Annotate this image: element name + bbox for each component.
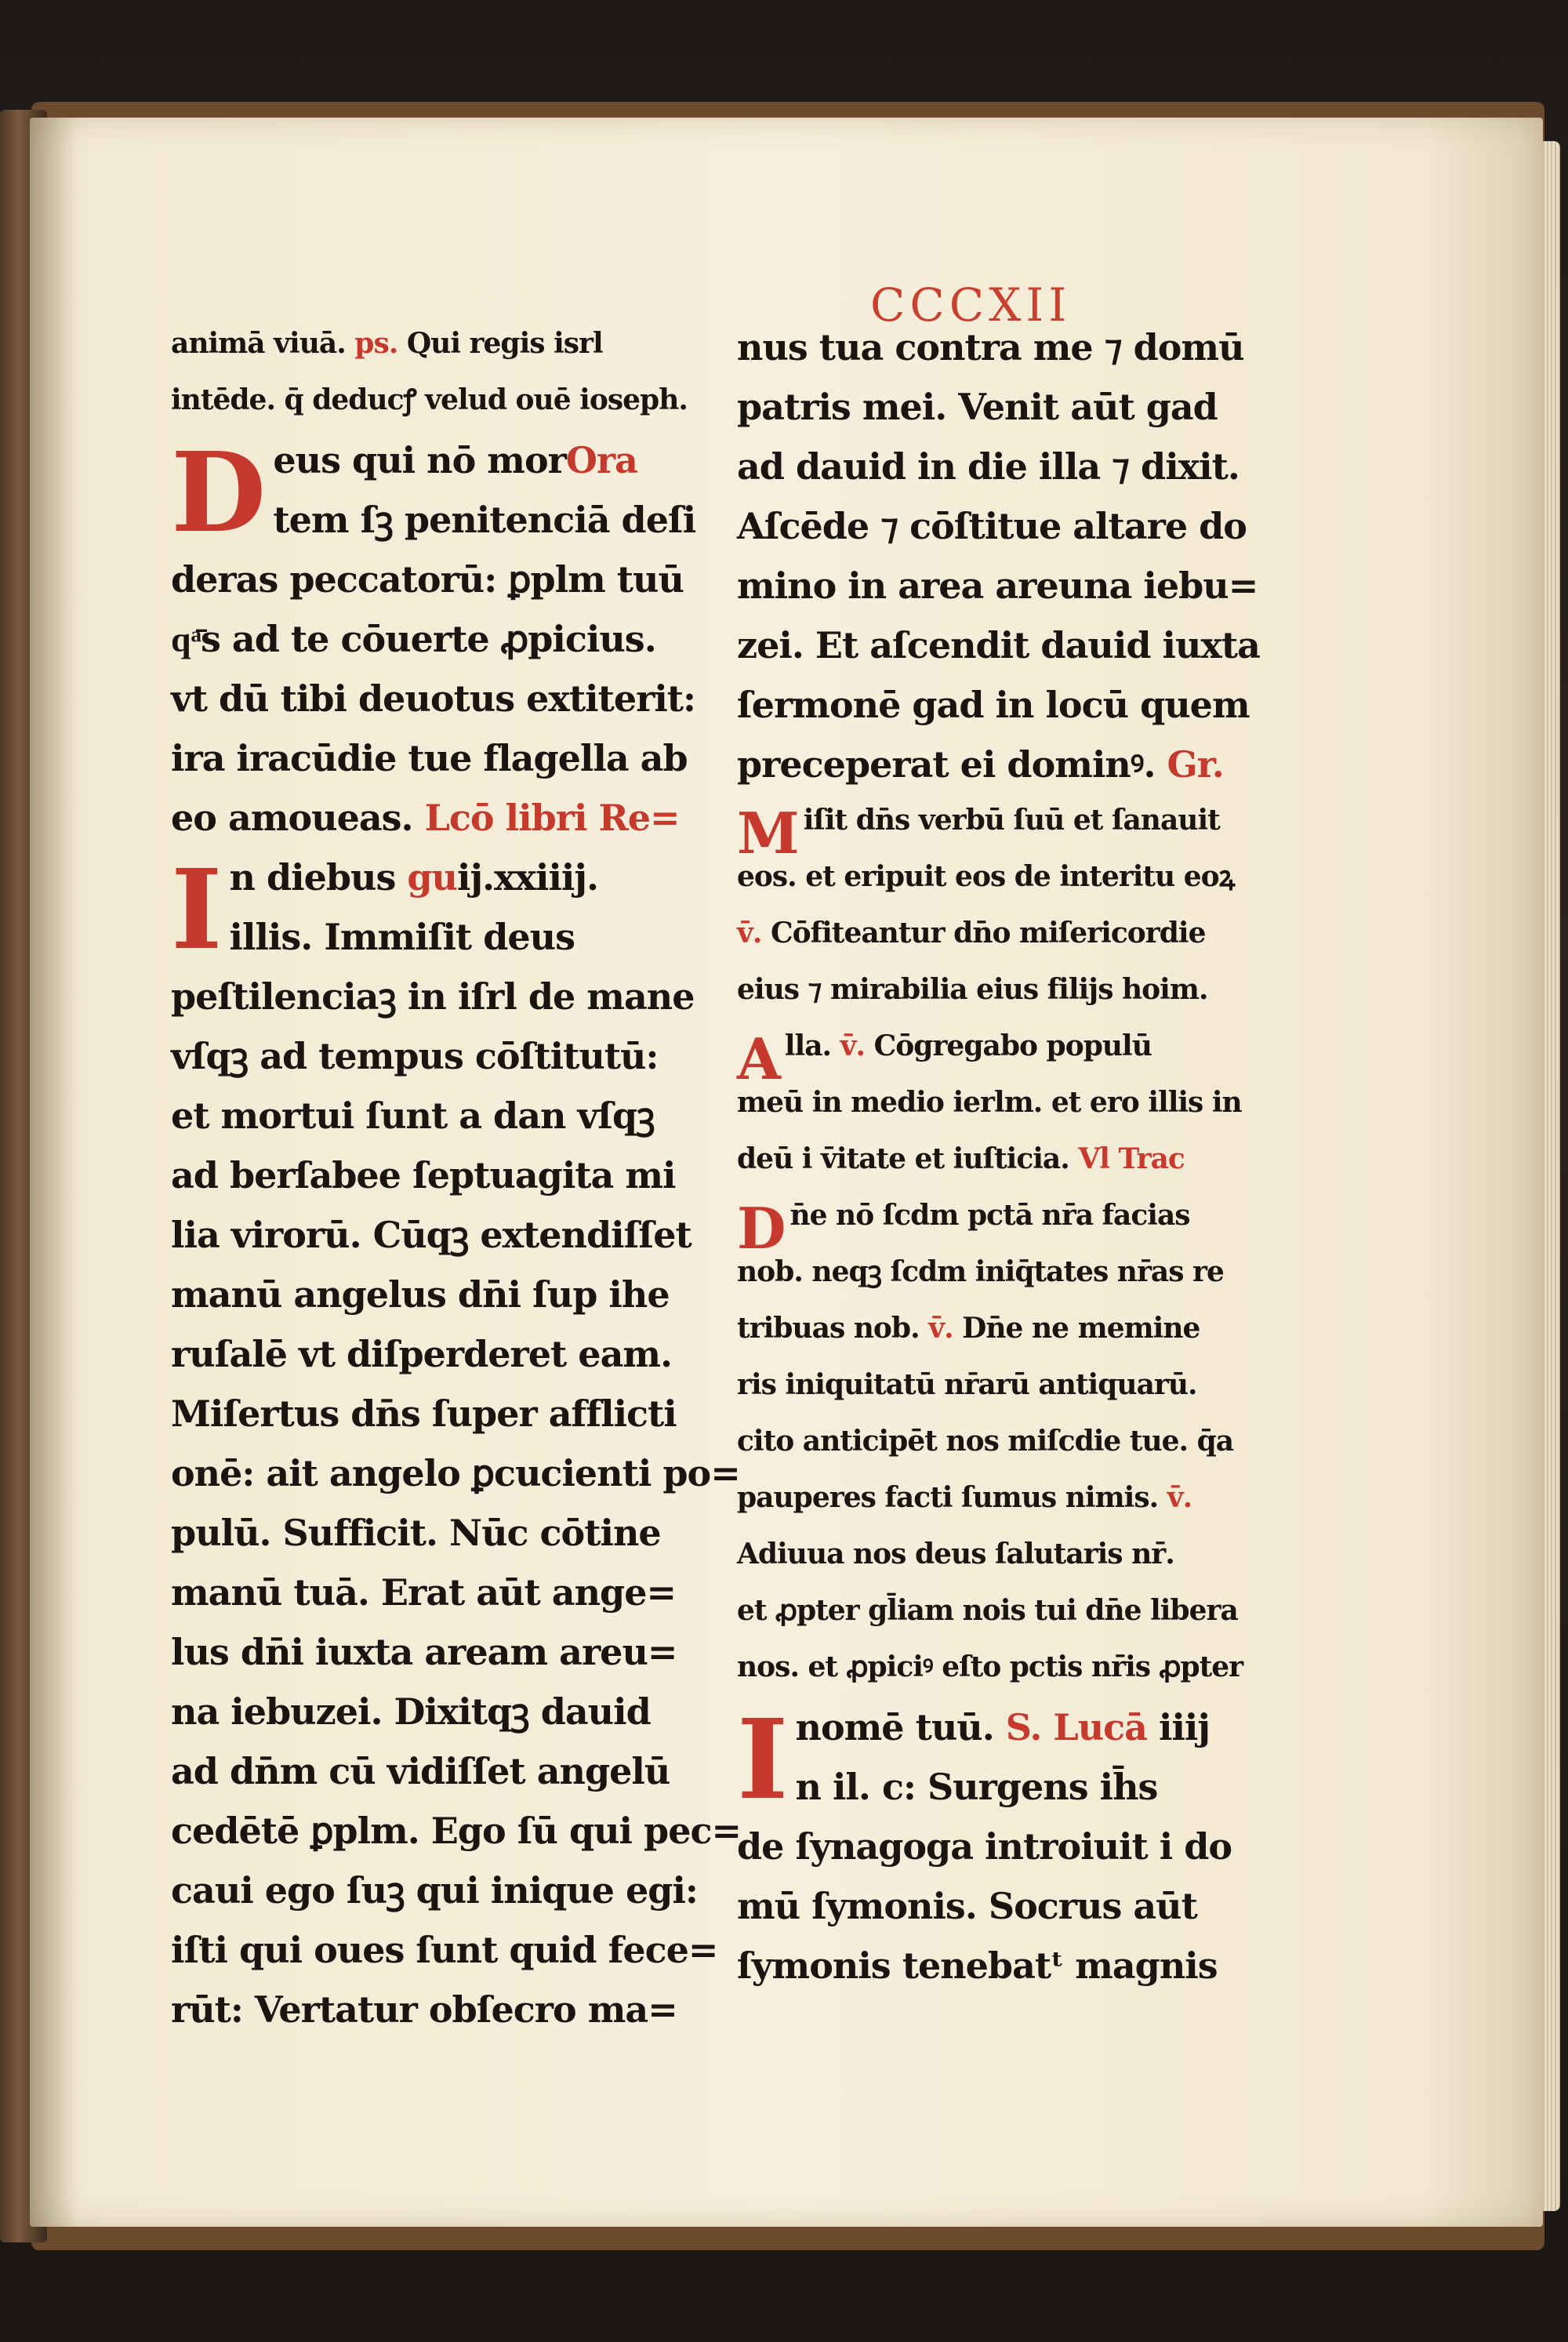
text-line: [737, 1944, 1218, 2007]
body-text: preceperat ei dominꝰ.: [737, 743, 1167, 786]
text-line: [171, 618, 656, 681]
body-text: iſti qui oues ſunt quid fece=: [171, 1929, 718, 1971]
body-text: lus dn̄i iuxta aream areu=: [171, 1631, 677, 1673]
text-line: [171, 1750, 670, 1813]
text-line: [737, 565, 1258, 627]
text-line: [171, 797, 680, 859]
text-line: [171, 975, 695, 1038]
rubricated-initial: D: [737, 1195, 786, 1262]
text-line: [171, 1810, 742, 1872]
rubric-text: v̄.: [1167, 1481, 1192, 1514]
text-line: [737, 505, 1247, 568]
body-text: zei. Et aſcendit dauid iuxta: [737, 624, 1260, 666]
rubric-text: S. Lucā: [1005, 1706, 1147, 1748]
text-line: [171, 1273, 670, 1336]
text-line: [737, 800, 1220, 866]
text-line: [171, 1690, 651, 1753]
text-line: [737, 624, 1260, 687]
body-text: peſtilenciaꝫ in iſrl de mane: [171, 975, 695, 1018]
text-line: [171, 737, 688, 800]
body-text: mino in area areuna iebu=: [737, 565, 1258, 607]
text-line: [737, 1425, 1234, 1483]
body-text: Adiuua nos deus ſalutaris nr̄.: [737, 1538, 1174, 1570]
body-text: Miſertus dn̄s ſuper afflicti: [171, 1392, 677, 1435]
body-text: iſit dn̄s verbū ſuū et ſanauit: [803, 804, 1220, 837]
body-text: vſqꝫ ad tempus cōſtitutū:: [171, 1035, 659, 1077]
body-text: eius ⁊ mirabilia eius filijs hoim.: [737, 973, 1208, 1006]
body-text: Cōfiteantur dn̄o miſericordie: [770, 917, 1206, 950]
text-line: [737, 1650, 1243, 1709]
text-line: [737, 1026, 1215, 1092]
text-line: [737, 860, 1235, 919]
body-text: ad berſabee ſeptuagita mi: [171, 1154, 676, 1196]
body-text: patris mei. Venit aūt gad: [737, 386, 1218, 428]
text-line: [171, 558, 684, 621]
body-text: animā viuā.: [171, 327, 355, 360]
text-line: [737, 326, 1244, 389]
body-text: meū in medio ierlm. et ero illis in: [737, 1086, 1242, 1119]
text-line: [737, 1594, 1238, 1653]
body-text: deras peccatorū: ꝑplm tuū: [171, 558, 684, 601]
text-line: [737, 1086, 1242, 1145]
text-line: [737, 445, 1240, 508]
body-text: nob. neqꝫ ſcdm iniq̄tates nr̄as re: [737, 1255, 1224, 1288]
rubric-text: v̄.: [737, 917, 771, 950]
text-line: [171, 1392, 677, 1455]
body-text: pulū. Sufficit. Nūc cōtine: [171, 1512, 661, 1554]
rubricated-initial: M: [737, 800, 799, 866]
body-text: tribuas nob.: [737, 1312, 929, 1345]
body-text: ſermonē gad in locū quem: [737, 684, 1250, 726]
text-line: [737, 386, 1218, 448]
folio-number: CCCXII: [870, 278, 1072, 332]
rubric-text: Lcō libri Re=: [424, 797, 680, 839]
text-line: [171, 1333, 673, 1396]
text-line: [737, 1195, 1215, 1262]
text-line: [737, 684, 1250, 746]
text-line: [171, 1095, 655, 1157]
text-line: [171, 1631, 677, 1694]
body-text: na iebuzei. Dixitqꝫ dauid: [171, 1690, 651, 1733]
rubric-text: Gr.: [1167, 743, 1224, 786]
body-text: nus tua contra me ⁊ domū: [737, 326, 1244, 369]
rubric-text: v̄.: [928, 1312, 963, 1345]
text-line: [737, 1885, 1215, 1948]
body-text: intēde. q̄ deducꝭ velud ouē ioseph.: [171, 383, 688, 416]
rubric-text: Ora: [565, 439, 637, 481]
body-text: ira iracūdie tue flagella ab: [171, 737, 688, 779]
rubricated-initial: D: [171, 429, 266, 557]
text-line: [171, 1869, 698, 1932]
body-text: ad dauid in die illa ⁊ dixit.: [737, 445, 1240, 488]
body-text: et ꝓpter gl̄iam nois tui dn̄e libera: [737, 1594, 1238, 1627]
body-text: lia virorū. Cūqꝫ extendiſſet: [171, 1214, 691, 1256]
text-line: [171, 1571, 677, 1634]
body-text: eus qui nō mor: [273, 439, 566, 481]
body-text: cito anticipēt nos miſcdie tue. q̄a: [737, 1425, 1234, 1458]
text-line: [171, 1214, 691, 1276]
body-text: n diebus: [229, 856, 408, 899]
text-line: [737, 975, 1215, 1032]
text-line: [737, 743, 1224, 806]
text-line: [737, 1142, 1215, 1201]
body-text: manū angelus dn̄i ſup ihe: [171, 1273, 670, 1316]
body-text: ris iniquitatū nr̄arū antiquarū.: [737, 1368, 1197, 1401]
body-text: manū tuā. Erat aūt ange=: [171, 1571, 677, 1614]
text-line: [737, 1540, 1215, 1596]
body-text: Qui regis isrl: [397, 327, 603, 360]
text-line: [171, 1452, 740, 1515]
body-text: n il. c: Surgens ih̄s: [795, 1766, 1158, 1808]
body-text: ij.xxiiij.: [457, 856, 599, 899]
body-text: Cōgregabo populū: [873, 1029, 1152, 1062]
body-text: eos. et eripuit eos de interitu eoꝝ: [737, 860, 1235, 893]
text-line: [171, 1988, 677, 2051]
page-gutter: [30, 118, 77, 2227]
text-line: [737, 1825, 1232, 1888]
rubricated-initial: A: [737, 1026, 780, 1092]
text-line: [737, 919, 1215, 975]
body-text: de ſynagoga introiuit i do: [737, 1825, 1232, 1868]
body-text: onē: ait angelo ꝑcucienti po=: [171, 1452, 740, 1494]
body-text: Dn̄e ne memine: [962, 1312, 1200, 1345]
rubricated-initial: I: [737, 1696, 788, 1825]
body-text: cedētē ꝑplm. Ego ſū qui pec=: [171, 1810, 742, 1852]
rubricated-initial: I: [171, 846, 222, 975]
body-text: rūt: Vertatur obſecro ma=: [171, 1988, 677, 2031]
body-text: pauperes facti ſumus nimis.: [737, 1481, 1167, 1514]
text-line: [171, 1154, 676, 1217]
body-text: n̄e nō ſcdm pctā nr̄a facias: [789, 1199, 1190, 1232]
body-text: Aſcēde ⁊ cōſtitue altare do: [737, 505, 1247, 547]
text-line: [171, 1929, 718, 1992]
body-text: caui ego ſuꝫ qui inique egi:: [171, 1869, 698, 1912]
body-text: nomē tuū.: [795, 1706, 1006, 1748]
text-line: [171, 329, 649, 386]
body-text: nos. et ꝓpiciꝰ eſto pctis nr̄is ꝓpter: [737, 1650, 1243, 1683]
rubric-text: ps.: [354, 327, 398, 360]
body-text: lla.: [784, 1029, 840, 1062]
body-text: qͣ̄s ad te cōuerte ꝓpicius.: [171, 618, 656, 660]
body-text: ad dn̄m cū vidiſſet angelū: [171, 1750, 670, 1792]
text-line: [171, 916, 649, 979]
rubric-text: gu: [407, 856, 457, 899]
right-text-column: [737, 326, 1260, 2007]
text-line: [737, 1368, 1215, 1427]
text-line: [737, 1255, 1224, 1314]
text-line: [171, 677, 696, 740]
text-line: [737, 1766, 1215, 1828]
left-text-column: [171, 327, 742, 2051]
body-text: eo amoueas.: [171, 797, 425, 839]
body-text: vt dū tibi deuotus extiterit:: [171, 677, 696, 720]
text-line: [171, 1512, 661, 1574]
body-text: ruſalē vt diſperderet eam.: [171, 1333, 673, 1375]
body-text: tem ſꝫ penitenciā deſi: [273, 499, 696, 541]
body-text: et mortui ſunt a dan vſqꝫ: [171, 1095, 655, 1137]
rubric-text: v̄.: [840, 1029, 874, 1062]
rubric-text: Vl Trac: [1078, 1142, 1185, 1175]
body-text: illis. Immiſit deus: [229, 916, 575, 958]
body-text: iiij: [1146, 1706, 1210, 1748]
body-text: mū ſymonis. Socrus aūt: [737, 1885, 1197, 1927]
text-line: [737, 1314, 1215, 1371]
text-line: [737, 1483, 1215, 1540]
body-text: deū i v̄itate et iuſticia.: [737, 1142, 1079, 1175]
text-line: [171, 1035, 659, 1098]
body-text: ſymonis tenebatᵗ magnis: [737, 1944, 1218, 1987]
